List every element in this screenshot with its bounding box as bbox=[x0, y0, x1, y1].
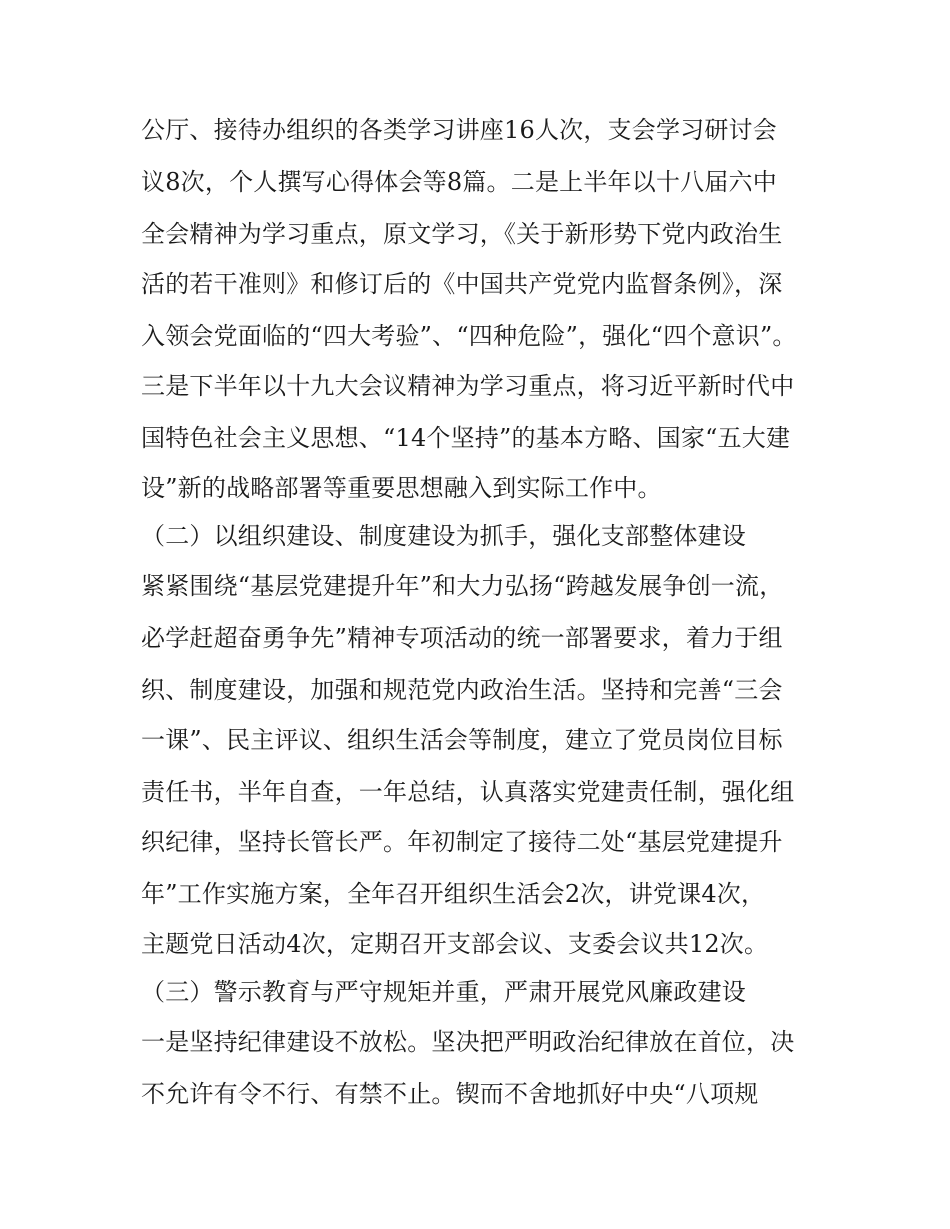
text-line: 不允许有令不行、有禁不止。锲而不舍地抓好中央“八项规 bbox=[141, 1080, 759, 1108]
text-line: 紧紧围绕“基层党建提升年”和大力弘扬“跨越发展争创一流， bbox=[141, 572, 784, 600]
text-line: 活的若干准则》和修订后的《中国共产党党内监督条例》，深 bbox=[141, 270, 783, 298]
section-heading: （三）警示教育与严守规矩并重，严肃开展党风廉政建设 bbox=[141, 978, 746, 1006]
text-line: 责任书，半年自查，一年总结，认真落实党建责任制，强化组 bbox=[141, 778, 795, 806]
text-line: 入领会党面临的“四大考验”、“四种危险”，强化“四个意识”。 bbox=[141, 322, 797, 350]
text-line: 公厅、接待办组织的各类学习讲座16人次，支会学习研讨会 bbox=[141, 116, 777, 144]
text-line: 一是坚持纪律建设不放松。坚决把严明政治纪律放在首位，决 bbox=[141, 1028, 795, 1056]
text-line: 三是下半年以十九大会议精神为学习重点，将习近平新时代中 bbox=[141, 372, 795, 400]
text-line: 设”新的战略部署等重要思想融入到实际工作中。 bbox=[141, 474, 662, 502]
section-heading: （二）以组织建设、制度建设为抓手，强化支部整体建设 bbox=[141, 522, 746, 550]
text-line: 必学赶超奋勇争先”精神专项活动的统一部署要求，着力于组 bbox=[141, 624, 783, 652]
text-line: 主题党日活动4次，定期召开支部会议、支委会议共12次。 bbox=[141, 930, 769, 958]
text-line: 国特色社会主义思想、“14个坚持”的基本方略、国家“五大建 bbox=[141, 424, 791, 452]
text-line: 议8次，个人撰写心得体会等8篇。二是上半年以十八届六中 bbox=[141, 168, 777, 196]
text-line: 年”工作实施方案，全年召开组织生活会2次，讲党课4次， bbox=[141, 880, 766, 908]
text-line: 织纪律，坚持长管长严。年初制定了接待二处“基层党建提升 bbox=[141, 828, 783, 856]
text-line: 全会精神为学习重点，原文学习，《关于新形势下党内政治生 bbox=[141, 220, 783, 248]
text-line: 织、制度建设，加强和规范党内政治生活。坚持和完善“三会 bbox=[141, 676, 783, 704]
text-line: 一课”、民主评议、组织生活会等制度，建立了党员岗位目标 bbox=[141, 726, 783, 754]
